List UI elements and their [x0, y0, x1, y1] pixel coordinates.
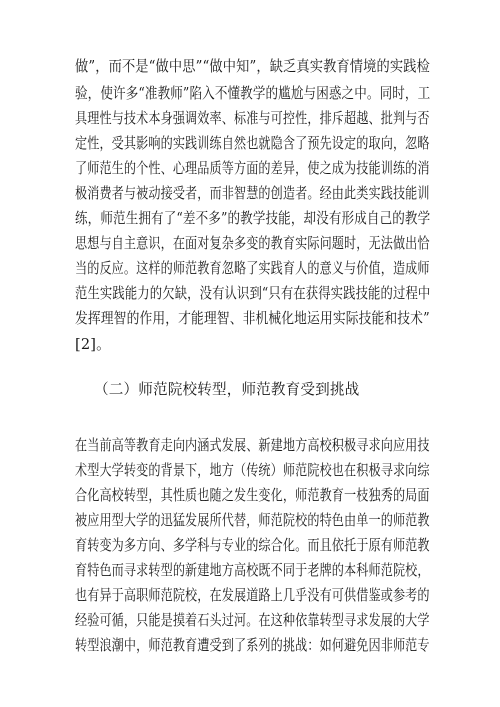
text-line: 被应用型大学的迅猛发展所代替，师范院校的特色由单一的师范教 — [75, 512, 430, 529]
section-heading: （二）师范院校转型，师范教育受到挑战 — [94, 381, 360, 398]
text-line: 育特色而寻求转型的新建地方高校既不同于老牌的本科师范院校， — [75, 562, 430, 579]
text-line: 转型浪潮中，师范教育遭受到了系列的挑战：如何避免因非师范专 — [75, 637, 430, 654]
text-line: 当的反应。这样的师范教育忽略了实践育人的意义与价值，造成师 — [75, 260, 430, 277]
text-line: 做”，而不是“做中思”“做中知”，缺乏真实教育情境的实践检 — [75, 58, 430, 75]
text-line: 了师范生的个性、心理品质等方面的差异，使之成为技能训练的消 — [75, 160, 430, 177]
text-line: 在当前高等教育走向内涵式发展、新建地方高校积极寻求向应用技 — [75, 437, 430, 454]
text-line: 具理性与技术本身强调效率、标准与可控性，排斥超越、批判与否 — [75, 110, 430, 127]
text-line: 验，使许多“准教师”陷入不懂教学的尴尬与困惑之中。同时，工 — [75, 85, 431, 102]
text-line: 术型大学转变的背景下，地方（传统）师范院校也在积极寻求向综 — [75, 462, 430, 479]
text-line: 也有异于高职师范院校，在发展道路上几乎没有可供借鉴或参考的 — [75, 587, 430, 604]
text-line: 定性，受其影响的实践训练自然也就隐含了预先设定的取向，忽略 — [75, 135, 430, 152]
text-line: 思想与自主意识，在面对复杂多变的教育实际问题时，无法做出恰 — [75, 235, 430, 252]
text-line: 经验可循，只能是摸着石头过河。在这种依靠转型寻求发展的大学 — [75, 612, 430, 629]
text-line: 范生实践能力的欠缺，没有认识到“只有在获得实践技能的过程中 — [75, 285, 431, 302]
text-line: [2]。 — [75, 336, 111, 353]
text-line: 合化高校转型，其性质也随之发生变化，师范教育一枝独秀的局面 — [75, 487, 430, 504]
text-line: 练，师范生拥有了“差不多”的教学技能，却没有形成自己的教学 — [75, 210, 431, 227]
text-line: 育转变为多方向、多学科与专业的综合化。而且依托于原有师范教 — [75, 537, 430, 554]
text-line: 极消费者与被动接受者，而非智慧的创造者。经由此类实践技能训 — [75, 185, 430, 202]
text-line: 发挥理智的作用，才能理智、非机械化地运用实际技能和技术” — [75, 310, 430, 327]
